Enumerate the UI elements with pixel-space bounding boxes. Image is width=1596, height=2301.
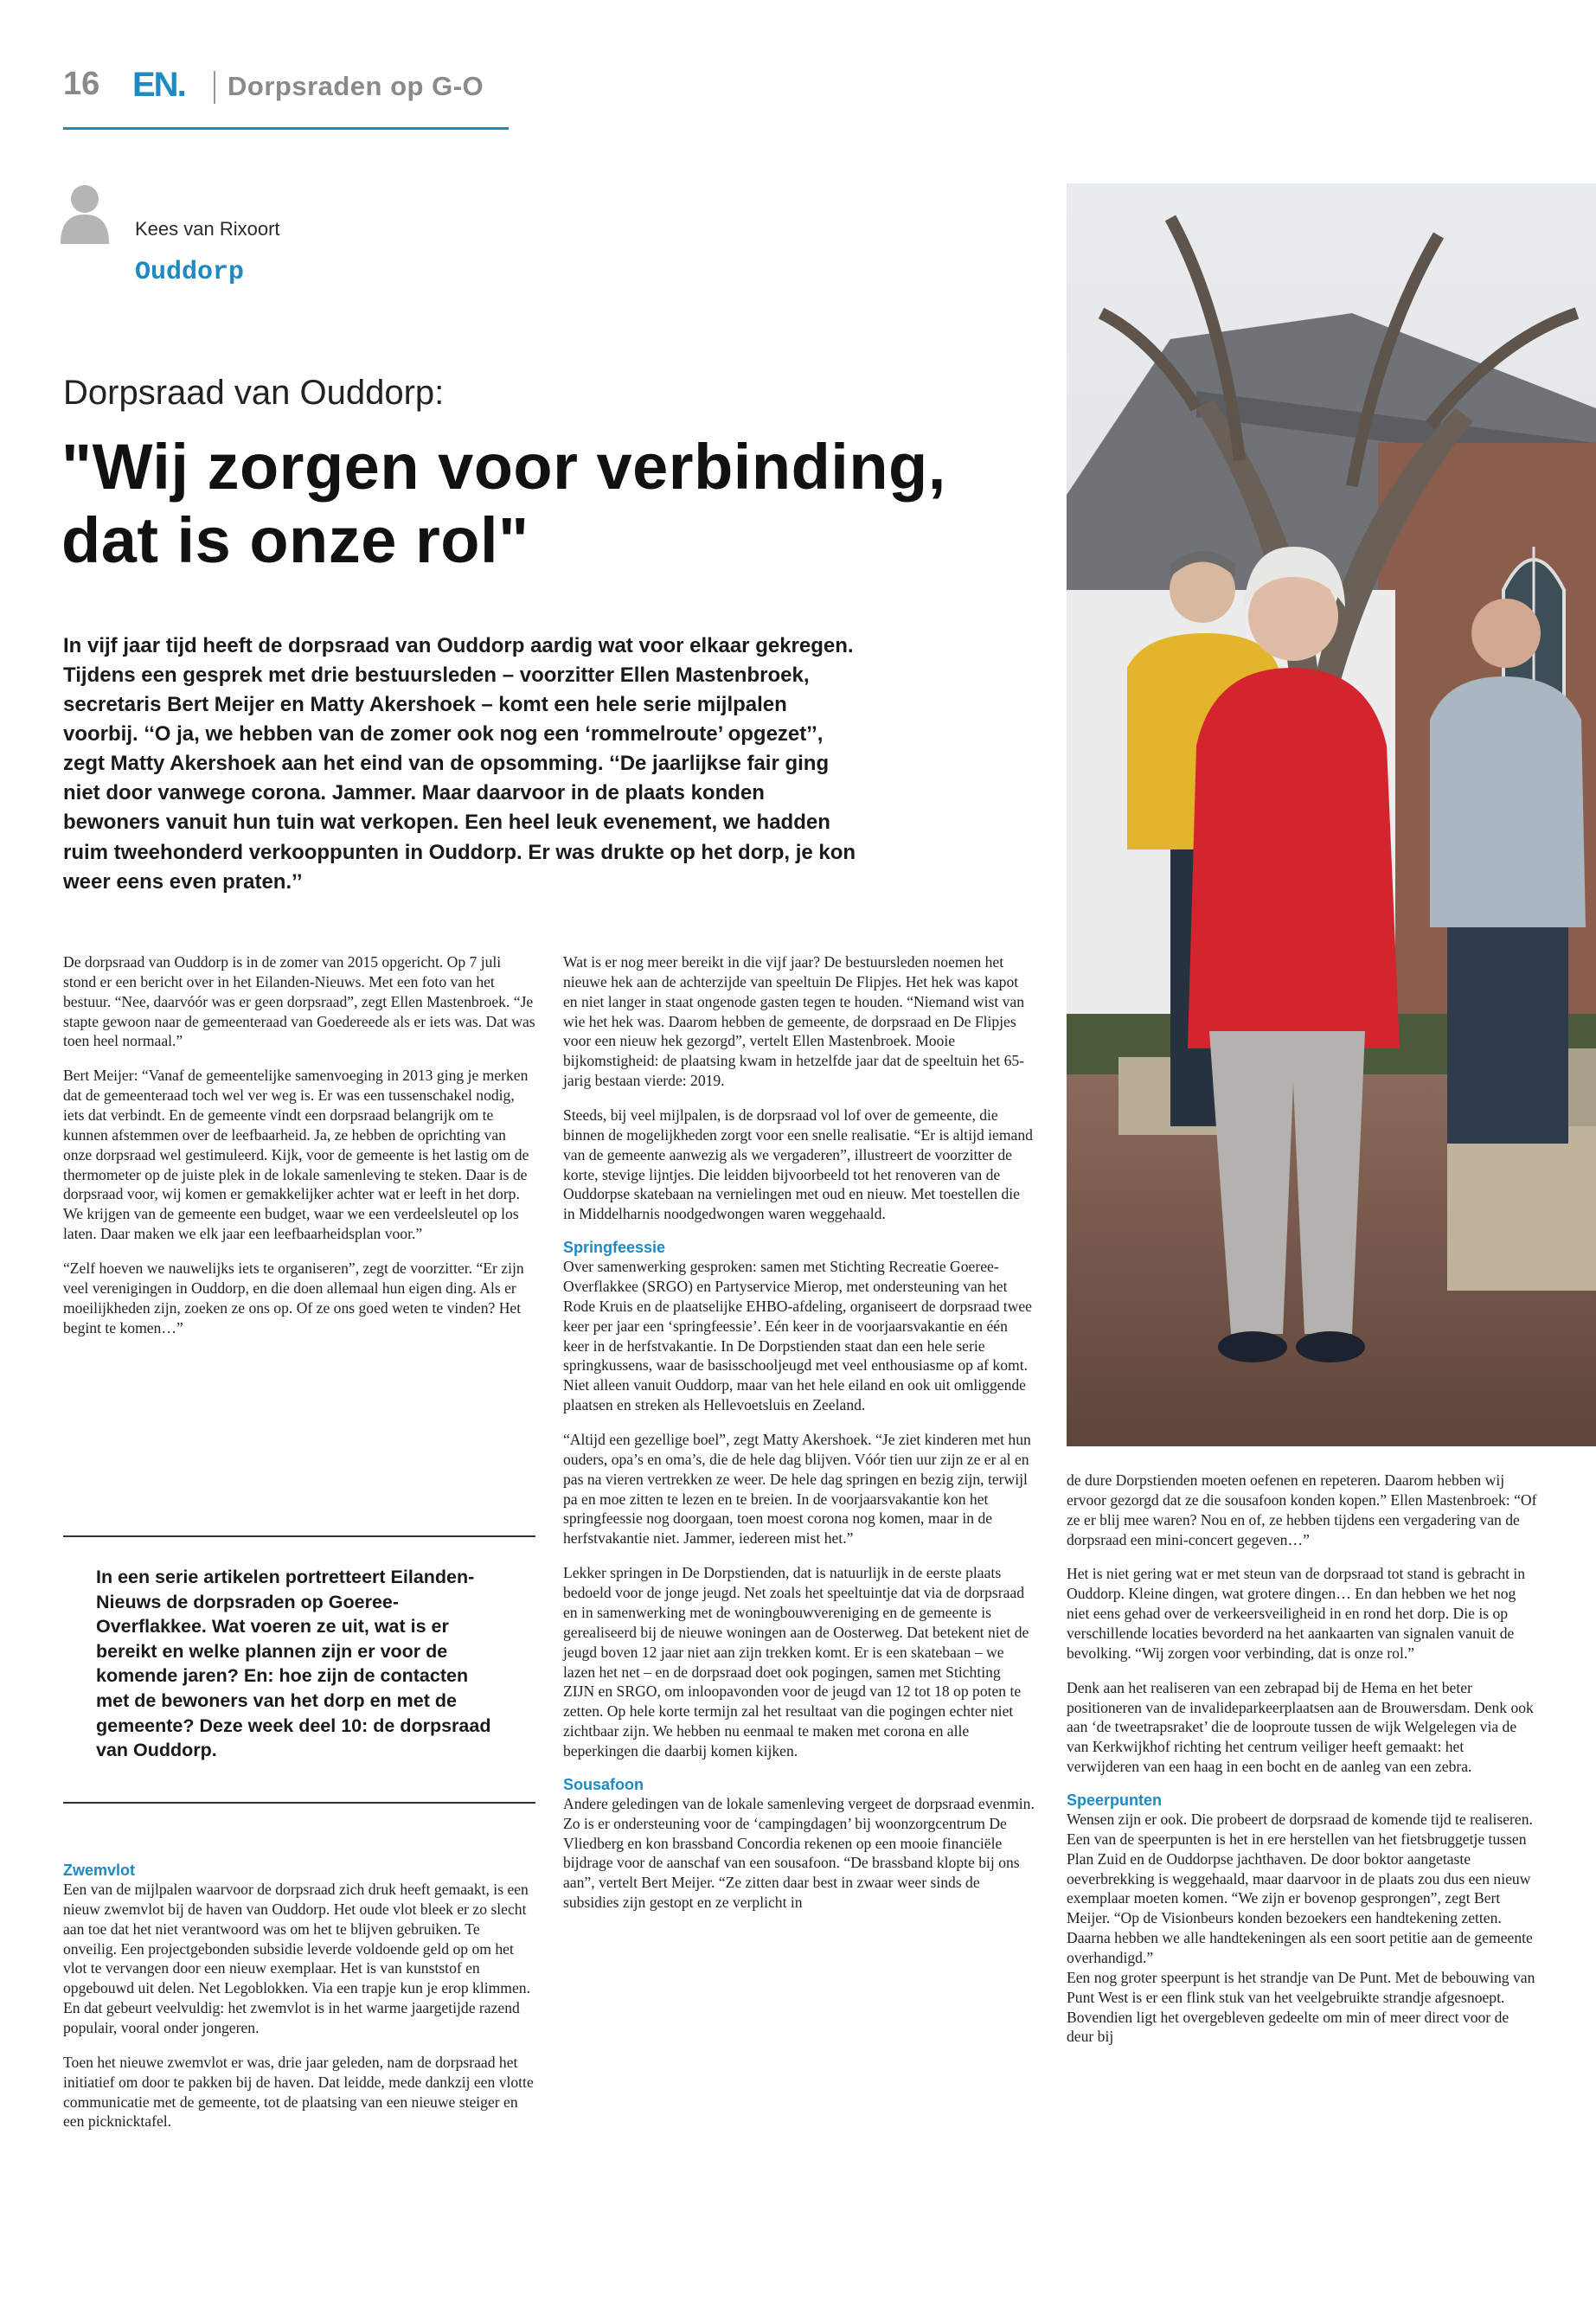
paragraph: Een van de mijlpalen waarvoor de dorpsraad zich druk heeft gemaakt, is een nieuw zwemvlot bij de haven van Ouddorp. Het oude vlot bleek er zo slecht aan toe dat het niet verantwoord was om het te blijven gebruiken. Te onveilig. Een projectgebonden subsidie leverde voldoende geld op om het vlot te vervangen door een nieuw exemplaar. Het is van kunststof en opgebouwd uit delen. Net Legoblokken. Via een trapje kun je erop klimmen. En dat gebeurt veelvuldig: het zwemvlot is in het warme jaargetijde razend populair, vooral onder jongeren. xyxy=(63,1881,530,2037)
lead-paragraph: In vijf jaar tijd heeft de dorpsraad van Ouddorp aardig wat voor elkaar gekregen. Tijdens een gesprek met drie bestuursleden – voorzitter Ellen Mastenbroek, secretaris Bert Meijer en Matty Akershoek – komt een hele serie mijlpalen voorbij. ‘‘O ja, we hebben van de zomer ook nog een ‘rommelroute’ opgezet’’, zegt Matty Akershoek aan het eind van de opsomming. ‘‘De jaarlijkse fair ging niet door vanwege corona. Jammer. Maar daarvoor in de plaats konden bewoners vanuit hun tuin wat verkopen. Een heel leuk evenement, we hadden ruim tweehonderd verkooppunten in Ouddorp. Er was drukte op het dorp, je kon weer eens even praten.’’ xyxy=(63,634,856,894)
series-info-text: In een serie artikelen portretteert Eilanden-Nieuws de dorpsraden op Goeree-Overflakkee. Wat voeren ze uit, wat is er bereikt en welke plannen zijn er voor de komende jaren? En: hoe zijn de contacten met de bewoners van het dorp en met de gemeente? Deze week deel 10: de dorpsraad van Ouddorp. xyxy=(96,1567,491,1761)
section-title: Dorpsraden op G-O xyxy=(228,71,484,101)
newspaper-logo: EN. xyxy=(132,66,185,104)
article-photo xyxy=(1067,183,1596,1446)
headline xyxy=(61,430,1013,577)
paragraph: Andere geledingen van de lokale samenleving vergeet de dorpsraad evenmin. Zo is er ondersteuning voor de ‘campingdagen’ bij woonzorgcentrum De Vliedberg en kon brassband Concordia rekenen op een mooie financiële bijdrage voor de aanschaf van een sousafoon. “De brassband klopte bij ons aan”, vertelt Bert Meijer. “Ze zitten daar best in zwaar weer sinds de subsidies zijn gestopt en ze verplicht in xyxy=(563,1794,1035,1912)
author-avatar-icon xyxy=(59,182,111,244)
subheading-springfeessie: Springfeessie xyxy=(563,1239,666,1257)
subheading-sousafoon: Sousafoon xyxy=(563,1775,644,1793)
subheading-speerpunten: Speerpunten xyxy=(1067,1791,1163,1810)
photo-three-board-members-in-front-of-church xyxy=(1067,183,1596,1446)
headline-line-2: dat is onze rol" xyxy=(61,504,529,577)
paragraph: Toen het nieuwe zwemvlot er was, drie jaar geleden, nam de dorpsraad het initiatief om door te pakken bij de haven. Dat leidde, mede dankzij een vlotte communicatie met de gemeente, tot de plaatsing van een nieuwe steiger en een picknicktafel. xyxy=(63,2053,534,2131)
column-1-continued xyxy=(63,1862,535,2146)
paragraph: de dure Dorpstienden moeten oefenen en repeteren. Daarom hebben wij ervoor gezorgd dat ze die sousafoon konden kopen.” Ellen Mastenbroek: “Of ze er blij mee waren? Nou en of, ze hebben tijdens een vergadering van de dorpsraad een mini-concert gegeven…” xyxy=(1067,1471,1537,1548)
column-1 xyxy=(63,952,535,1352)
column-3 xyxy=(1067,1471,1539,2061)
headline-line-1: "Wij zorgen voor verbinding, xyxy=(61,431,946,503)
paragraph: Over samenwerking gesproken: samen met Stichting Recreatie Goeree-Overflakkee (SRGO) en Partyservice Mierop, met ondersteuning van het Rode Kruis en de plaatselijke EHBO-afdeling, organiseert de dorpsraad twee keer per jaar een ‘springfeessie’. Eén keer in de voorjaarsvakantie en één keer in de herfstvakantie. In De Dorpstienden staat dan een hele serie springkussens, waar de basisschooljeugd met veel enthousiasme op af komt. Niet alleen vanuit Ouddorp, maar van het hele eiland en ook uit omliggende plaatsen en streken als Hellevoetsluis en Zeeland. xyxy=(563,1258,1032,1414)
headline-kicker: Dorpsraad van Ouddorp: xyxy=(63,374,445,412)
series-info-box xyxy=(63,1535,535,1804)
paragraph: Het is niet gering wat er met steun van de dorpsraad tot stand is gebracht in Ouddorp. Kleine dingen, wat grotere dingen… En dan hebben we het nog niet eens gehad over de verkeersveiligheid in en rond het dorp. Die is op verschillende locaties bevorderd na het aankaarten van signalen vanuit de bevolking. “Wij zorgen voor verbinding, dat is onze rol.” xyxy=(1067,1565,1526,1662)
author-name: Kees van Rixoort xyxy=(135,218,280,240)
paragraph: Denk aan het realiseren van een zebrapad bij de Hema en het beter positioneren van de invalideparkeerplaatsen aan de Brouwersdam. Denk ook aan ‘de tweetrapsraket’ die de looproute tussen de wijk Welgelegen via de van Kerkwijkhof richting het centrum veiliger heeft gemaakt: het verwijderen van een haag in een bocht en de aanleg van een zebra. xyxy=(1067,1678,1534,1776)
paragraph: Bert Meijer: “Vanaf de gemeentelijke samenvoeging in 2013 ging je merken dat de gemeenteraad toch wel ver weg is. Er was een tussenschakel nodig, iets dat verbindt. En de gemeente vindt een dorpsraad belangrijk om te kunnen afstemmen over de leefbaarheid. Ja, ze hebben de oprichting van onze dorpsraad wel gestimuleerd. Kijk, voor de gemeente is het lastig om de thermometer op de juiste plek in de lokale samenleving te steken. Daar is de dorpsraad voor, wij komen er gemakkelijker achter wat er leeft in het dorp. We krijgen van de gemeente een budget, waar we een verdeelsleutel op los laten. Daar maken we elk jaar een leefbaarheidsplan voor.” xyxy=(63,1067,529,1243)
subheading-zwemvlot: Zwemvlot xyxy=(63,1862,136,1879)
paragraph: “Zelf hoeven we nauwelijks iets te organiseren”, zegt de voorzitter. “Er zijn veel verenigingen in Ouddorp, en die doen allemaal hun eigen ding. Als er moeilijkheden zijn, zoeken ze ons op. Of ze ons goed weten te vinden? Het begint te komen…” xyxy=(63,1259,524,1336)
paragraph: Lekker springen in De Dorpstienden, dat is natuurlijk in de eerste plaats bedoeld voor de jonge jeugd. Net zoals het speeltuintje dat via de dorpsraad en in samenwerking met de woningbouwvereniging en de gemeente is gerealiseerd bij de nieuwe woningen aan de Oosterweg. Dat betekent niet de jeugd boven 12 jaar niet aan zijn trekken komt. Er is een skatebaan – we lazen het net – en de dorpsraad doet ook pogingen, samen met Stichting ZIJN en SRGO, om inloopavonden voor de jeugd van 12 tot 18 op poten te zetten. Op hele korte termijn zal het resultaat van die pogingen echter niet zichtbaar zijn. We hebben nu eenmaal te maken met corona en alle beperkingen die daarbij komen kijken. xyxy=(563,1564,1029,1759)
page-number: 16 xyxy=(63,66,100,102)
dateline: Ouddorp xyxy=(135,258,245,287)
paragraph: Wensen zijn er ook. Die probeert de dorpsraad de komende tijd te realiseren. Een van de speerpunten is het in ere herstellen van het fietsbruggetje tussen Plan Zuid en de Ouddorpse jachthaven. De door boktor aangetaste oeverbrekking is weggehaald, maar daarvoor in de plaats zou dus een nieuw exemplaar moeten komen. “We zijn er bovenop gesprongen”, zegt Bert Meijer. “Op de Visionbeurs konden bezoekers een handtekening zetten. Daarna hebben we alle handtekeningen als een soort petitie aan de gemeente overhandigd.” xyxy=(1067,1811,1533,1967)
page-header xyxy=(63,62,509,130)
paragraph: De dorpsraad van Ouddorp is in de zomer van 2015 opgericht. Op 7 juli stond er een bericht over in het Eilanden-Nieuws. Met een foto van het bestuur. “Nee, daarvóór was er geen dorpsraad”, zegt Ellen Mastenbroek. “Je stapte gewoon naar de gemeenteraad van Goedereede als er iets was. Dat was toen heel normaal.” xyxy=(63,953,535,1050)
paragraph: Steeds, bij veel mijlpalen, is de dorpsraad vol lof over de gemeente, die binnen de mogelijkheden zorgt voor een snelle realisatie. “Er is altijd iemand van de gemeente aanwezig als we vergaderen”, illustreert de voorzitter de korte, stevige lijntjes. Die leidden bijvoorbeeld tot het renoveren van de Ouddorpse skatebaan na vernielingen met oud en nieuw. Met toestellen die in Middelharnis noodgedwongen waren weggehaald. xyxy=(563,1106,1033,1223)
paragraph: Wat is er nog meer bereikt in die vijf jaar? De bestuursleden noemen het nieuwe hek aan de achterzijde van speeltuin De Flipjes. Het hek was kapot en niet langer in staat ongenode gasten tegen te houden. “Niemand wist van wie het hek was. Daarom hebben de gemeente, de dorpsraad en De Flipjes voor een nieuw hek gezorgd”, vertelt Ellen Mastenbroek. Mooie bijkomstigheid: de plaatsing kwam in hetzelfde jaar dat de speeltuin het 65-jarig bestaan vierde: 2019. xyxy=(563,953,1025,1090)
paragraph: Een nog groter speerpunt is het strandje van De Punt. Met de bebouwing van Punt West is er een flink stuk van het veelgebruikte strandje afgesnoept. Bovendien ligt het overgebleven gedeelte om min of meer direct voor de deur bij xyxy=(1067,1968,1535,2046)
header-divider xyxy=(214,71,215,104)
paragraph: “Altijd een gezellige boel”, zegt Matty Akershoek. “Je ziet kinderen met hun ouders, opa’s en oma’s, die de hele dag blijven. Vóór tien uur zijn ze er al en pas na vieren vertrekken ze weer. De hele dag springen en bezig zijn, terwijl pa en moe zitten te lezen en te breien. In de voorjaarsvakantie kon het springfeessie nog doorgaan, toen moest corona nog komen, maar in de herfstvakantie niet. Jammer, iedereen mist het.” xyxy=(563,1431,1031,1548)
column-2 xyxy=(563,952,1035,1927)
